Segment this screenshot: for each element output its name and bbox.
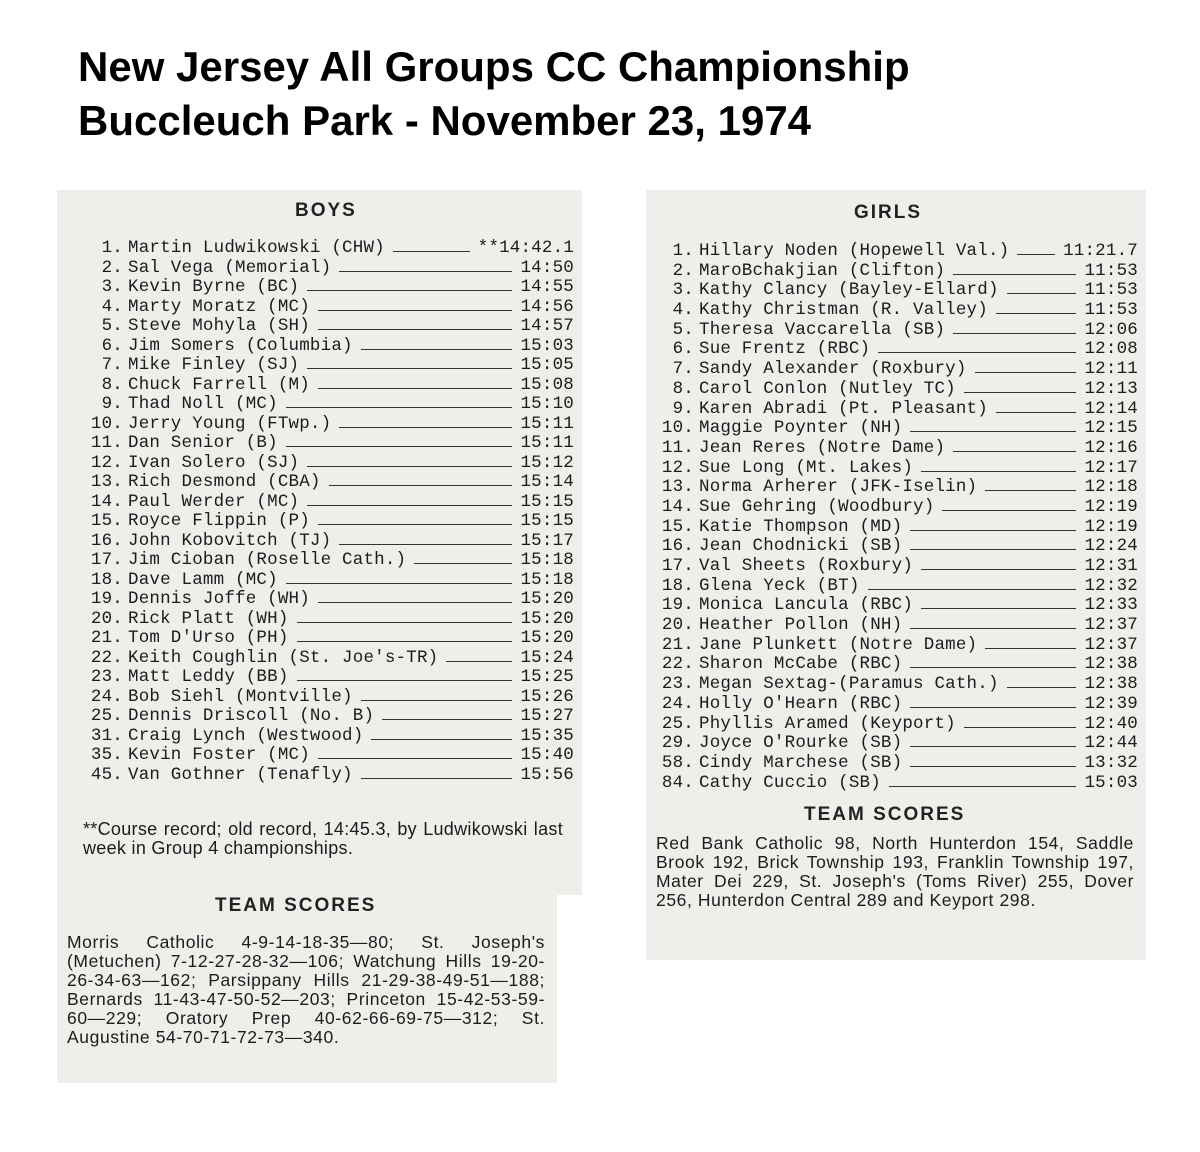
result-name: Norma Arherer (JFK-Iselin)	[699, 478, 978, 498]
result-time: 14:56	[520, 296, 574, 317]
leader-dash	[868, 589, 1077, 590]
result-time: 14:57	[520, 316, 574, 336]
result-place: 7.	[101, 355, 123, 375]
result-time: 15:12	[520, 452, 574, 473]
result-name: Ivan Solero (SJ)	[128, 453, 300, 473]
girls-result-row	[650, 340, 1138, 360]
title-line-1: New Jersey All Groups CC Championship	[78, 43, 910, 90]
result-name: Sue Long (Mt. Lakes)	[699, 458, 914, 478]
result-time: 15:14	[520, 472, 574, 492]
result-place: 11.	[90, 433, 123, 453]
result-name: Dan Senior (B)	[128, 434, 278, 453]
result-time: 12:44	[1084, 733, 1138, 754]
girls-result-row	[650, 754, 1138, 774]
result-name: Bob Siehl (Montville)	[128, 687, 353, 707]
result-name: Jerry Young (FTwp.)	[128, 414, 332, 434]
result-name: Heather Pollon (NH)	[699, 616, 903, 636]
result-name: Thad Noll (MC)	[128, 395, 278, 414]
leader-dash	[307, 368, 512, 369]
girls-result-row	[650, 380, 1138, 400]
boys-footnote: **Course record; old record, 14:45.3, by Ludwikowski last week in Group 4 championships.	[83, 819, 563, 858]
result-place: 14.	[661, 496, 694, 517]
leader-dash	[942, 510, 1076, 511]
leader-dash	[339, 544, 512, 545]
girls-result-row	[650, 478, 1138, 498]
result-place: 31.	[90, 725, 123, 746]
girls-team-scores-heading: TEAM SCORES	[804, 804, 966, 825]
girls-result-row	[650, 321, 1138, 341]
result-name: Sue Frentz (RBC)	[699, 340, 871, 360]
result-name: Carol Conlon (Nutley TC)	[699, 379, 956, 399]
boys-result-row	[79, 532, 574, 552]
result-name: Dennis Joffe (WH)	[128, 590, 310, 609]
leader-dash	[910, 746, 1076, 747]
boys-result-row	[79, 259, 574, 279]
result-time: 15:20	[520, 608, 574, 629]
result-time: 15:10	[520, 394, 574, 414]
result-name: Joyce O'Rourke (SB)	[699, 734, 903, 754]
boys-heading: BOYS	[295, 200, 357, 221]
boys-result-row	[79, 278, 574, 298]
result-time: 12:17	[1084, 457, 1138, 478]
result-place: 21.	[90, 628, 123, 648]
result-place: 17.	[661, 556, 694, 576]
girls-result-row	[650, 596, 1138, 616]
leader-dash	[910, 707, 1076, 708]
boys-result-row	[79, 493, 574, 513]
result-time: 12:19	[1084, 496, 1138, 517]
result-place: 24.	[90, 686, 123, 707]
result-name: Val Sheets (Roxbury)	[699, 557, 914, 576]
girls-result-row	[650, 419, 1138, 439]
result-place: 15.	[661, 516, 694, 537]
result-name: Cathy Cuccio (SB)	[699, 773, 881, 793]
boys-result-row	[79, 688, 574, 708]
result-time: 15:26	[520, 686, 574, 707]
result-place: 22.	[90, 647, 123, 668]
result-time: **14:42.1	[477, 238, 574, 258]
result-name: Royce Flippin (P)	[128, 512, 310, 531]
leader-dash	[910, 667, 1076, 668]
result-place: 9.	[672, 398, 694, 419]
result-name: Sharon McCabe (RBC)	[699, 655, 903, 675]
result-name: Sandy Alexander (Roxbury)	[699, 360, 967, 380]
result-time: 15:08	[520, 374, 574, 395]
result-place: 5.	[672, 319, 694, 340]
result-time: 12:16	[1084, 437, 1138, 458]
result-name: Mike Finley (SJ)	[128, 356, 300, 375]
result-place: 1.	[672, 241, 694, 261]
girls-results-clipping	[646, 190, 1146, 960]
result-place: 4.	[101, 296, 123, 317]
leader-dash	[393, 251, 470, 252]
leader-dash	[307, 505, 512, 506]
result-name: Hillary Noden (Hopewell Val.)	[699, 242, 1010, 261]
result-place: 8.	[672, 378, 694, 399]
leader-dash	[953, 274, 1076, 275]
boys-result-row	[79, 668, 574, 688]
result-place: 15.	[90, 511, 123, 531]
result-time: 12:37	[1084, 615, 1138, 636]
result-time: 14:55	[520, 277, 574, 297]
result-place: 20.	[661, 615, 694, 636]
result-place: 8.	[101, 374, 123, 395]
result-name: MaroBchakjian (Clifton)	[699, 261, 946, 281]
leader-dash	[921, 608, 1076, 609]
boys-result-row	[79, 376, 574, 396]
girls-result-row	[650, 675, 1138, 695]
leader-dash	[318, 524, 513, 525]
leader-dash	[910, 431, 1076, 432]
leader-dash	[286, 407, 513, 408]
girls-result-row	[650, 400, 1138, 420]
result-time: 15:20	[520, 628, 574, 648]
result-place: 12.	[90, 452, 123, 473]
result-place: 17.	[90, 550, 123, 570]
boys-result-row	[79, 649, 574, 669]
result-time: 11:53	[1084, 300, 1138, 321]
leader-dash	[910, 530, 1076, 531]
result-place: 13.	[90, 472, 123, 492]
result-place: 6.	[101, 335, 123, 356]
result-time: 12:13	[1084, 378, 1138, 399]
result-time: 15:11	[520, 413, 574, 434]
boys-result-row	[79, 610, 574, 630]
result-place: 19.	[661, 595, 694, 616]
result-name: Steve Mohyla (SH)	[128, 317, 310, 336]
result-place: 11.	[661, 437, 694, 458]
result-place: 16.	[661, 536, 694, 557]
leader-dash	[1017, 254, 1055, 255]
result-time: 12:31	[1084, 556, 1138, 576]
result-name: Paul Werder (MC)	[128, 492, 300, 512]
leader-dash	[921, 569, 1076, 570]
girls-result-row	[650, 577, 1138, 597]
result-name: Dave Lamm (MC)	[128, 570, 278, 590]
result-time: 15:25	[520, 667, 574, 687]
result-name: Kevin Byrne (BC)	[128, 278, 300, 297]
result-name: Matt Leddy (BB)	[128, 668, 289, 687]
leader-dash	[985, 490, 1076, 491]
boys-result-row	[79, 473, 574, 493]
result-time: 12:19	[1084, 516, 1138, 537]
result-time: 15:35	[520, 725, 574, 746]
leader-dash	[361, 700, 513, 701]
result-time: 11:21.7	[1063, 241, 1138, 261]
result-name: Jane Plunkett (Notre Dame)	[699, 635, 978, 655]
leader-dash	[297, 680, 513, 681]
leader-dash	[953, 333, 1076, 334]
result-place: 25.	[661, 713, 694, 734]
result-place: 7.	[672, 359, 694, 380]
result-time: 12:37	[1084, 634, 1138, 655]
result-name: Rich Desmond (CBA)	[128, 473, 321, 492]
boys-result-row	[79, 356, 574, 376]
leader-dash	[339, 427, 512, 428]
result-time: 15:27	[520, 706, 574, 726]
result-name: Kevin Foster (MC)	[128, 746, 310, 765]
result-time: 13:32	[1084, 752, 1138, 773]
result-place: 2.	[101, 257, 123, 278]
page-title	[78, 40, 910, 148]
result-name: Theresa Vaccarella (SB)	[699, 320, 946, 340]
result-name: Phyllis Aramed (Keyport)	[699, 714, 956, 734]
result-time: 12:06	[1084, 319, 1138, 340]
leader-dash	[286, 583, 513, 584]
leader-dash	[382, 719, 512, 720]
leader-dash	[996, 313, 1077, 314]
leader-dash	[286, 446, 513, 447]
result-name: Jim Cioban (Roselle Cath.)	[128, 551, 407, 570]
result-name: Kathy Christman (R. Valley)	[699, 301, 988, 321]
leader-dash	[964, 392, 1077, 393]
girls-result-row	[650, 715, 1138, 735]
result-time: 15:03	[1084, 772, 1138, 793]
result-time: 15:18	[520, 550, 574, 570]
boys-result-row	[79, 395, 574, 415]
result-time: 15:40	[520, 745, 574, 765]
boys-team-scores: Morris Catholic 4-9-14-18-35—80; St. Joseph's (Metuchen) 7-12-27-28-32—106; Watchung Hills 19-20-26-34-63—162; Parsippany Hills 21-29-38-49-51—188; Bernards 11-43-47-50-52—203; Princeton 15-42-53-59-60—229; Oratory Prep 40-62-66-69-75—312; St. Augustine 54-70-71-72-73—340.	[67, 932, 545, 1047]
girls-team-scores: Red Bank Catholic 98, North Hunterdon 154, Saddle Brook 192, Brick Township 193, Franklin Township 197, Mater Dei 229, St. Joseph's (Toms River) 255, Dover 256, Hunterdon Central 289 and Keyport 298.	[656, 833, 1134, 910]
girls-result-row	[650, 695, 1138, 715]
girls-result-row	[650, 518, 1138, 538]
result-place: 23.	[90, 667, 123, 687]
result-name: Sue Gehring (Woodbury)	[699, 497, 935, 517]
boys-result-row	[79, 239, 574, 259]
leader-dash	[921, 471, 1076, 472]
result-place: 14.	[90, 491, 123, 512]
result-name: Jean Reres (Notre Dame)	[699, 438, 946, 458]
result-place: 29.	[661, 733, 694, 754]
girls-result-row	[650, 557, 1138, 577]
leader-dash	[318, 388, 513, 389]
result-name: Craig Lynch (Westwood)	[128, 726, 364, 746]
result-time: 12:14	[1084, 398, 1138, 419]
result-time: 15:56	[520, 764, 574, 785]
leader-dash	[297, 641, 513, 642]
boys-results-clipping	[57, 190, 582, 895]
result-time: 12:40	[1084, 713, 1138, 734]
leader-dash	[318, 602, 513, 603]
result-name: Glena Yeck (BT)	[699, 576, 860, 596]
leader-dash	[414, 563, 512, 564]
leader-dash	[889, 786, 1077, 787]
result-time: 15:15	[520, 491, 574, 512]
boys-result-row	[79, 766, 574, 786]
result-time: 11:53	[1084, 260, 1138, 281]
result-name: Holly O'Hearn (RBC)	[699, 694, 903, 714]
result-name: Kathy Clancy (Bayley-Ellard)	[699, 281, 999, 301]
result-place: 10.	[90, 413, 123, 434]
boys-team-scores-clipping	[57, 895, 557, 1083]
girls-result-row	[650, 439, 1138, 459]
leader-dash	[953, 451, 1076, 452]
leader-dash	[318, 758, 513, 759]
boys-result-row	[79, 551, 574, 571]
result-place: 22.	[661, 654, 694, 675]
boys-result-row	[79, 298, 574, 318]
boys-result-row	[79, 337, 574, 357]
boys-result-row	[79, 434, 574, 454]
leader-dash	[329, 485, 513, 486]
boys-result-row	[79, 454, 574, 474]
boys-result-row	[79, 317, 574, 337]
girls-result-row	[650, 636, 1138, 656]
girls-result-row	[650, 242, 1138, 262]
result-time: 15:18	[520, 569, 574, 590]
result-place: 12.	[661, 457, 694, 478]
result-place: 4.	[672, 300, 694, 321]
result-place: 13.	[661, 477, 694, 498]
boys-result-row	[79, 629, 574, 649]
leader-dash	[297, 622, 513, 623]
girls-result-row	[650, 262, 1138, 282]
result-time: 15:17	[520, 530, 574, 551]
girls-result-row	[650, 774, 1138, 794]
boys-result-row	[79, 707, 574, 727]
girls-results-list	[650, 242, 1138, 793]
leader-dash	[318, 329, 513, 330]
result-place: 21.	[661, 634, 694, 655]
leader-dash	[1007, 293, 1077, 294]
result-place: 58.	[661, 752, 694, 773]
result-name: Marty Moratz (MC)	[128, 297, 310, 317]
result-time: 12:39	[1084, 693, 1138, 714]
result-name: Rick Platt (WH)	[128, 609, 289, 629]
result-name: Monica Lancula (RBC)	[699, 596, 914, 616]
result-name: Maggie Poynter (NH)	[699, 419, 903, 439]
result-name: Van Gothner (Tenafly)	[128, 765, 353, 785]
result-place: 2.	[672, 260, 694, 281]
girls-result-row	[650, 734, 1138, 754]
result-place: 35.	[90, 745, 123, 765]
girls-heading: GIRLS	[854, 202, 923, 223]
result-name: Katie Thompson (MD)	[699, 517, 903, 537]
boys-result-row	[79, 590, 574, 610]
boys-result-row	[79, 512, 574, 532]
leader-dash	[361, 349, 513, 350]
leader-dash	[910, 628, 1076, 629]
boys-result-row	[79, 746, 574, 766]
result-name: Jean Chodnicki (SB)	[699, 537, 903, 557]
result-time: 15:03	[520, 335, 574, 356]
leader-dash	[446, 661, 512, 662]
leader-dash	[910, 766, 1076, 767]
result-time: 12:38	[1084, 674, 1138, 695]
result-time: 12:15	[1084, 418, 1138, 439]
leader-dash	[371, 739, 512, 740]
result-place: 18.	[90, 569, 123, 590]
leader-dash	[985, 648, 1076, 649]
leader-dash	[307, 466, 512, 467]
leader-dash	[964, 727, 1077, 728]
result-name: Jim Somers (Columbia)	[128, 336, 353, 356]
result-name: Keith Coughlin (St. Joe's-TR)	[128, 648, 439, 668]
result-time: 15:20	[520, 589, 574, 609]
result-place: 23.	[661, 674, 694, 695]
girls-result-row	[650, 360, 1138, 380]
girls-result-row	[650, 301, 1138, 321]
result-place: 24.	[661, 693, 694, 714]
leader-dash	[1007, 687, 1077, 688]
result-time: 12:08	[1084, 339, 1138, 360]
result-time: 15:11	[520, 433, 574, 453]
result-place: 84.	[661, 772, 694, 793]
result-name: Tom D'Urso (PH)	[128, 629, 289, 648]
boys-result-row	[79, 571, 574, 591]
result-time: 12:32	[1084, 575, 1138, 596]
girls-result-row	[650, 498, 1138, 518]
result-time: 11:53	[1084, 280, 1138, 301]
girls-result-row	[650, 655, 1138, 675]
result-time: 15:24	[520, 647, 574, 668]
result-place: 45.	[90, 764, 123, 785]
result-place: 6.	[672, 339, 694, 360]
result-place: 10.	[661, 418, 694, 439]
result-name: Chuck Farrell (M)	[128, 375, 310, 395]
result-time: 12:33	[1084, 595, 1138, 616]
result-place: 3.	[672, 280, 694, 301]
result-name: Dennis Driscoll (No. B)	[128, 707, 375, 726]
boys-result-row	[79, 727, 574, 747]
result-name: Karen Abradi (Pt. Pleasant)	[699, 399, 988, 419]
leader-dash	[878, 352, 1076, 353]
boys-team-scores-heading: TEAM SCORES	[215, 895, 377, 916]
result-place: 1.	[101, 238, 123, 258]
result-place: 9.	[101, 394, 123, 414]
result-place: 16.	[90, 530, 123, 551]
result-place: 18.	[661, 575, 694, 596]
result-name: Sal Vega (Memorial)	[128, 258, 332, 278]
result-name: Megan Sextag-(Paramus Cath.)	[699, 675, 999, 695]
result-name: Cindy Marchese (SB)	[699, 753, 903, 773]
result-time: 12:11	[1084, 359, 1138, 380]
result-time: 15:15	[520, 511, 574, 531]
result-place: 25.	[90, 706, 123, 726]
leader-dash	[996, 412, 1077, 413]
leader-dash	[910, 549, 1076, 550]
result-place: 5.	[101, 316, 123, 336]
leader-dash	[361, 778, 513, 779]
result-time: 12:18	[1084, 477, 1138, 498]
result-time: 14:50	[520, 257, 574, 278]
result-place: 19.	[90, 589, 123, 609]
result-name: Martin Ludwikowski (CHW)	[128, 239, 385, 258]
leader-dash	[339, 271, 512, 272]
girls-result-row	[650, 281, 1138, 301]
result-time: 12:24	[1084, 536, 1138, 557]
girls-result-row	[650, 537, 1138, 557]
leader-dash	[307, 290, 512, 291]
result-name: John Kobovitch (TJ)	[128, 531, 332, 551]
result-time: 12:38	[1084, 654, 1138, 675]
title-line-2: Buccleuch Park - November 23, 1974	[78, 97, 812, 144]
leader-dash	[318, 310, 513, 311]
girls-result-row	[650, 459, 1138, 479]
boys-result-row	[79, 415, 574, 435]
result-place: 20.	[90, 608, 123, 629]
girls-result-row	[650, 616, 1138, 636]
boys-results-list	[79, 239, 574, 785]
leader-dash	[975, 372, 1077, 373]
result-time: 15:05	[520, 355, 574, 375]
result-place: 3.	[101, 277, 123, 297]
